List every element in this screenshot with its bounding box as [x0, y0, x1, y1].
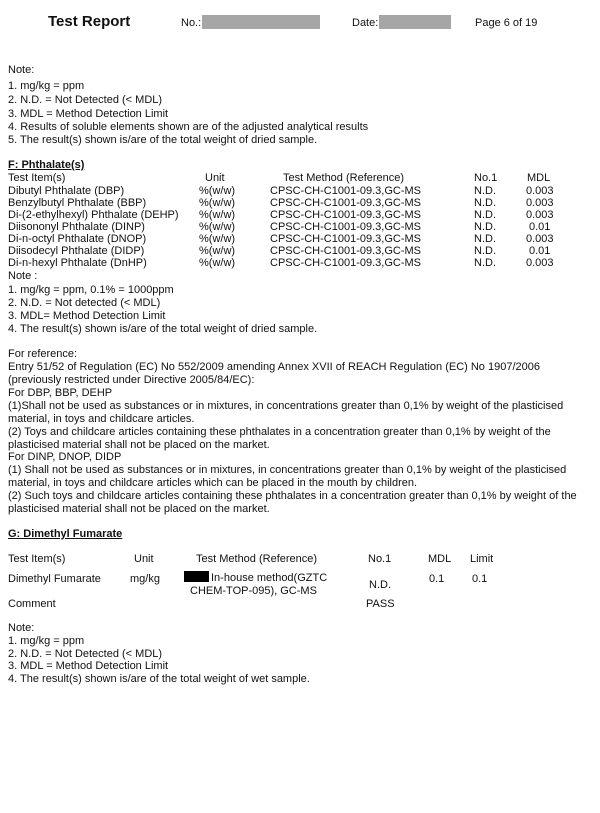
- table-row-unit: %(w/w): [199, 257, 236, 269]
- table-row-item: Diisodecyl Phthalate (DIDP): [8, 245, 145, 257]
- col-header-limit: Limit: [470, 553, 494, 565]
- col-header-no1: No.1: [368, 553, 392, 565]
- redacted-report-number: [202, 15, 320, 29]
- table-row-result: N.D.: [474, 185, 496, 197]
- report-title: Test Report: [48, 13, 131, 30]
- table-row-mdl: 0.003: [526, 209, 554, 221]
- reference-line: For reference:: [8, 348, 78, 360]
- table-row-method: CPSC-CH-C1001-09.3,GC-MS: [270, 209, 421, 221]
- note-item: 3. MDL= Method Detection Limit: [8, 310, 166, 322]
- col-header-item: Test Item(s): [8, 172, 66, 184]
- comment-value: PASS: [366, 598, 395, 610]
- redacted-method-prefix: [184, 571, 209, 582]
- table-row-unit: %(w/w): [199, 233, 236, 245]
- reference-line: plasticised material shall not be placed on the market.: [8, 503, 270, 515]
- note-title: Note:: [8, 64, 35, 76]
- reference-line: material, in toys and childcare articles.: [8, 413, 195, 425]
- table-row-method: CPSC-CH-C1001-09.3,GC-MS: [270, 197, 421, 209]
- comment-label: Comment: [8, 598, 56, 610]
- reference-line: material, in toys and childcare articles which can be placed in the mouth by children.: [8, 477, 418, 489]
- table-row-mdl: 0.003: [526, 197, 554, 209]
- table-row-item: Di-n-octyl Phthalate (DNOP): [8, 233, 147, 245]
- table-row-method: CPSC-CH-C1001-09.3,GC-MS: [270, 185, 421, 197]
- note-item: 4. The result(s) shown is/are of the total weight of wet sample.: [8, 673, 310, 685]
- table-row-limit: 0.1: [472, 573, 488, 585]
- note-item: 1. mg/kg = ppm: [8, 80, 85, 92]
- table-row-item: Benzylbutyl Phthalate (BBP): [8, 197, 147, 209]
- table-row-unit: %(w/w): [199, 221, 236, 233]
- table-row-item: Dibutyl Phthalate (DBP): [8, 185, 125, 197]
- table-row-result: N.D.: [474, 245, 496, 257]
- table-row-item: Diisononyl Phthalate (DINP): [8, 221, 145, 233]
- note-item: 3. MDL = Method Detection Limit: [8, 108, 169, 120]
- table-row-result: N.D.: [474, 197, 496, 209]
- table-row-item: Dimethyl Fumarate: [8, 573, 101, 585]
- note-title: Note :: [8, 270, 38, 282]
- note-item: 2. N.D. = Not detected (< MDL): [8, 297, 161, 309]
- reference-line: (1)Shall not be used as substances or in mixtures, in concentrations greater than 0,1% by weight of the plasticised: [8, 400, 564, 412]
- col-header-method: Test Method (Reference): [283, 172, 405, 184]
- col-header-item: Test Item(s): [8, 553, 66, 565]
- table-row-unit: %(w/w): [199, 209, 236, 221]
- table-row-method-line1: In-house method(GZTC: [211, 572, 328, 584]
- reference-line: plasticised material shall not be placed on the market.: [8, 439, 270, 451]
- table-row-mdl: 0.003: [526, 257, 554, 269]
- section-g-title: G: Dimethyl Fumarate: [8, 528, 123, 540]
- col-header-unit: Unit: [205, 172, 225, 184]
- table-row-method: CPSC-CH-C1001-09.3,GC-MS: [270, 257, 421, 269]
- table-row-mdl: 0.003: [526, 233, 554, 245]
- table-row-result: N.D.: [369, 579, 391, 591]
- col-header-method: Test Method (Reference): [196, 553, 318, 565]
- table-row-item: Di-(2-ethylhexyl) Phthalate (DEHP): [8, 209, 179, 221]
- reference-line: (2) Toys and childcare articles containing these phthalates in a concentration greater than 0,1% by weight of the: [8, 426, 551, 438]
- table-row-method: CPSC-CH-C1001-09.3,GC-MS: [270, 233, 421, 245]
- reference-line: For DBP, BBP, DEHP: [8, 387, 113, 399]
- section-f-title: F: Phthalate(s): [8, 159, 85, 171]
- table-row-result: N.D.: [474, 233, 496, 245]
- table-row-result: N.D.: [474, 257, 496, 269]
- table-row-unit: %(w/w): [199, 185, 236, 197]
- note-item: 2. N.D. = Not Detected (< MDL): [8, 648, 163, 660]
- note-title: Note:: [8, 622, 35, 634]
- table-row-mdl: 0.01: [529, 221, 551, 233]
- table-row-result: N.D.: [474, 209, 496, 221]
- report-number-label: No.:: [181, 17, 202, 29]
- table-row-method: CPSC-CH-C1001-09.3,GC-MS: [270, 221, 421, 233]
- table-row-unit: %(w/w): [199, 245, 236, 257]
- col-header-no1: No.1: [474, 172, 498, 184]
- note-item: 2. N.D. = Not Detected (< MDL): [8, 94, 163, 106]
- redacted-date: [379, 15, 451, 29]
- table-row-result: N.D.: [474, 221, 496, 233]
- reference-line: (2) Such toys and childcare articles containing these phthalates in a concentration greater than 0,1% by weight of the: [8, 490, 577, 502]
- note-item: 4. The result(s) shown is/are of the total weight of dried sample.: [8, 323, 318, 335]
- col-header-unit: Unit: [134, 553, 154, 565]
- table-row-item: Di-n-hexyl Phthalate (DnHP): [8, 257, 147, 269]
- note-item: 1. mg/kg = ppm: [8, 635, 85, 647]
- col-header-mdl: MDL: [428, 553, 452, 565]
- table-row-method-line2: CHEM-TOP-095), GC-MS: [190, 585, 317, 597]
- table-row-mdl: 0.1: [429, 573, 445, 585]
- reference-line: (previously restricted under Directive 2005/84/EC):: [8, 374, 255, 386]
- reference-line: Entry 51/52 of Regulation (EC) No 552/2009 amending Annex XVII of REACH Regulation (EC) No 1907/2006: [8, 361, 540, 373]
- table-row-mdl: 0.01: [529, 245, 551, 257]
- table-row-unit: %(w/w): [199, 197, 236, 209]
- note-item: 3. MDL = Method Detection Limit: [8, 660, 169, 672]
- page-number: Page 6 of 19: [475, 17, 538, 29]
- table-row-unit: mg/kg: [130, 573, 160, 585]
- reference-line: For DINP, DNOP, DIDP: [8, 451, 122, 463]
- table-row-mdl: 0.003: [526, 185, 554, 197]
- col-header-mdl: MDL: [527, 172, 551, 184]
- note-item: 1. mg/kg = ppm, 0.1% = 1000ppm: [8, 284, 174, 296]
- date-label: Date:: [352, 17, 379, 29]
- note-item: 5. The result(s) shown is/are of the total weight of dried sample.: [8, 134, 318, 146]
- table-row-method: CPSC-CH-C1001-09.3,GC-MS: [270, 245, 421, 257]
- note-item: 4. Results of soluble elements shown are of the adjusted analytical results: [8, 121, 369, 133]
- reference-line: (1) Shall not be used as substances or in mixtures, in concentrations greater than 0,1% by weight of the plasticised: [8, 464, 567, 476]
